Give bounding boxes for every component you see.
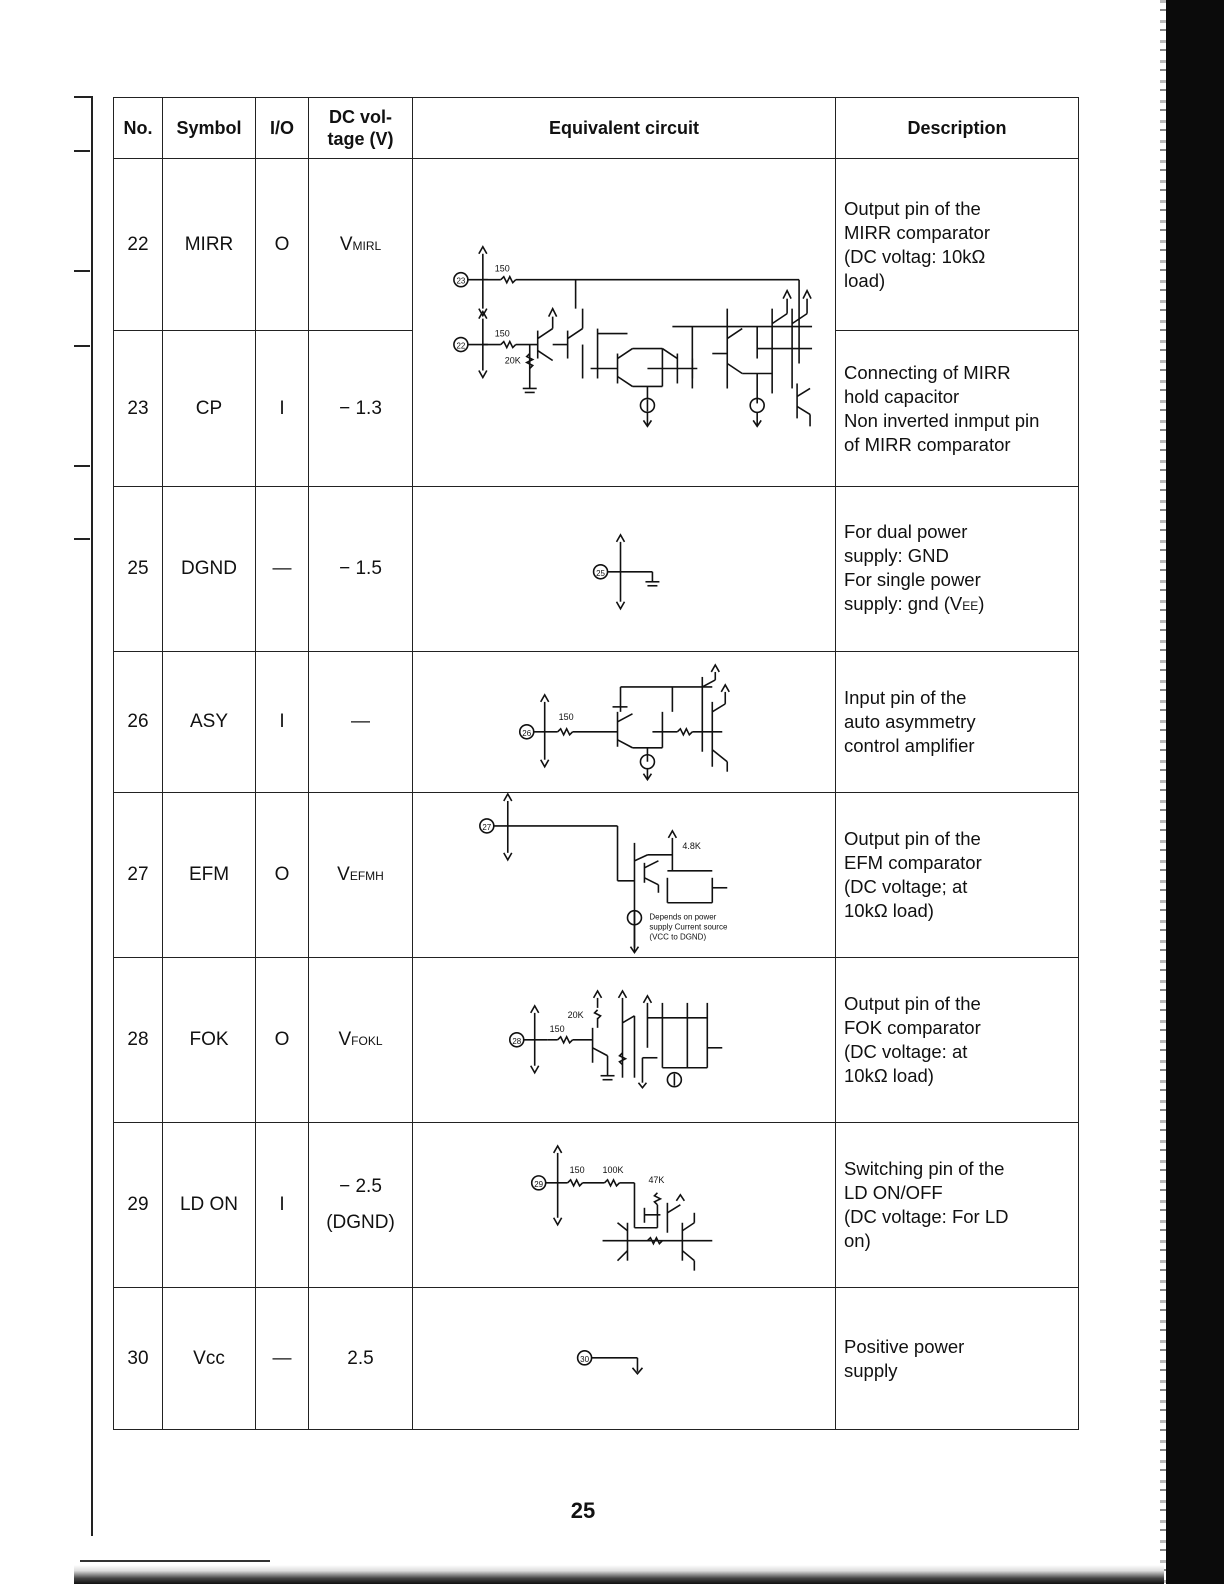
dc-main: V — [339, 233, 353, 255]
circuit-vcc — [413, 1288, 836, 1430]
scan-bottom-edge — [74, 1565, 1164, 1584]
header-io: I/O — [256, 98, 309, 159]
pin-symbol: EFM — [163, 793, 256, 958]
table-row — [114, 651, 1079, 793]
header-dc-line1: DC vol- — [329, 107, 392, 127]
circuit-mirr-cp — [413, 159, 836, 487]
circuit-diagram-mirr — [413, 159, 835, 486]
pin-symbol: MIRR — [163, 159, 256, 331]
resistor-label: 20K — [504, 355, 521, 366]
table-row — [114, 487, 1079, 652]
resistor-label: 100K — [602, 1164, 624, 1175]
pin-dc-voltage — [309, 793, 413, 958]
pin-symbol: Vcc — [163, 1288, 256, 1430]
table-row — [114, 793, 1079, 958]
header-symbol: Symbol — [163, 98, 256, 159]
table-row — [114, 958, 1079, 1123]
pin-symbol: DGND — [163, 487, 256, 652]
circuit-diagram-dgnd — [413, 487, 835, 651]
table-row — [114, 1288, 1079, 1430]
pin-io: O — [256, 159, 309, 331]
pin-number: 26 — [114, 651, 163, 793]
resistor-label: 150 — [494, 328, 510, 339]
header-description: Description — [836, 98, 1079, 159]
header-dc-line2: tage (V) — [327, 129, 394, 149]
header-circuit: Equivalent circuit — [413, 98, 836, 159]
header-dc-voltage — [309, 98, 413, 159]
pin-label: 23 — [456, 276, 466, 286]
dc-sub: FOKL — [351, 1033, 383, 1048]
pin-dc-voltage: − 1.5 — [309, 487, 413, 652]
dc-sub: MIRL — [352, 238, 382, 253]
pin-description: Output pin of the FOK comparator (DC voltage: at 10kΩ load) — [836, 958, 1079, 1123]
pin-io: — — [256, 1288, 309, 1430]
resistor-label: 150 — [494, 263, 510, 274]
resistor-label: 20K — [567, 1009, 584, 1020]
pin-label: 29 — [534, 1179, 544, 1189]
pin-symbol: LD ON — [163, 1122, 256, 1288]
circuit-diagram-vcc — [413, 1288, 835, 1429]
page-number: 25 — [570, 1498, 596, 1523]
header-no: No. — [114, 98, 163, 159]
resistor-label: 150 — [569, 1164, 585, 1175]
pin-number: 30 — [114, 1288, 163, 1430]
pin-dc-voltage: − 2.5 (DGND) — [309, 1122, 413, 1288]
pin-symbol: FOK — [163, 958, 256, 1123]
pin-dc-voltage: 2.5 — [309, 1288, 413, 1430]
circuit-diagram-efm — [413, 793, 835, 957]
pin-io: I — [256, 331, 309, 487]
pin-dc-voltage: — — [309, 651, 413, 793]
pin-dc-voltage: − 1.3 — [309, 331, 413, 487]
pin-label: 30 — [580, 1355, 590, 1365]
dc-main: V — [337, 864, 350, 886]
pin-label: 28 — [512, 1036, 522, 1046]
pin-io: I — [256, 651, 309, 793]
pin-number: 25 — [114, 487, 163, 652]
pin-symbol: ASY — [163, 651, 256, 793]
circuit-dgnd — [413, 487, 836, 652]
pin-label: 22 — [456, 341, 466, 351]
pin-number: 23 — [114, 331, 163, 487]
pin-number: 27 — [114, 793, 163, 958]
pin-number: 28 — [114, 958, 163, 1123]
resistor-label: 150 — [558, 711, 574, 722]
resistor-label: 4.8K — [682, 841, 701, 852]
dc-sub: EFMH — [349, 869, 384, 884]
pin-io: — — [256, 487, 309, 652]
pin-label: 27 — [482, 823, 492, 833]
pin-symbol: CP — [163, 331, 256, 487]
resistor-label: 47K — [648, 1174, 665, 1185]
pin-description: Positive power supply — [836, 1288, 1079, 1430]
table-row — [114, 159, 1079, 331]
circuit-diagram-ldon — [413, 1123, 835, 1288]
pin-description-table — [113, 97, 1079, 1430]
circuit-diagram-asy — [413, 652, 835, 793]
dc-main: V — [338, 1028, 352, 1050]
table-row — [114, 1122, 1079, 1288]
pin-dc-voltage — [309, 958, 413, 1123]
circuit-asy — [413, 651, 836, 793]
pin-label: 25 — [596, 569, 605, 579]
pin-description: For dual power supply: GND For single power supply: gnd (VEE) — [836, 487, 1079, 652]
bottom-rule — [80, 1560, 270, 1562]
pin-description: Connecting of MIRR hold capacitor Non inverted inmput pin of MIRR comparator — [836, 331, 1079, 487]
pin-description: Switching pin of the LD ON/OFF (DC voltage: For LD on) — [836, 1122, 1079, 1288]
efm-note: Depends on power — [649, 913, 717, 923]
pin-io: O — [256, 958, 309, 1123]
pin-dc-voltage — [309, 159, 413, 331]
pin-io: I — [256, 1122, 309, 1288]
pin-label: 26 — [522, 728, 532, 738]
scan-edge — [1166, 0, 1224, 1584]
pin-number: 29 — [114, 1122, 163, 1288]
circuit-ldon — [413, 1122, 836, 1288]
circuit-diagram-fok — [413, 958, 835, 1122]
circuit-fok — [413, 958, 836, 1123]
resistor-label: 150 — [549, 1023, 565, 1034]
table-header-row — [114, 98, 1079, 159]
pin-description: Input pin of the auto asymmetry control amplifier — [836, 651, 1079, 793]
pin-description: Output pin of the EFM comparator (DC voltage; at 10kΩ load) — [836, 793, 1079, 958]
circuit-efm — [413, 793, 836, 958]
pin-description: Output pin of the MIRR comparator (DC voltag: 10kΩ load) — [836, 159, 1079, 331]
pin-io: O — [256, 793, 309, 958]
efm-note: supply Current source — [649, 923, 728, 933]
efm-note: (VCC to DGND) — [649, 933, 707, 943]
pin-number: 22 — [114, 159, 163, 331]
